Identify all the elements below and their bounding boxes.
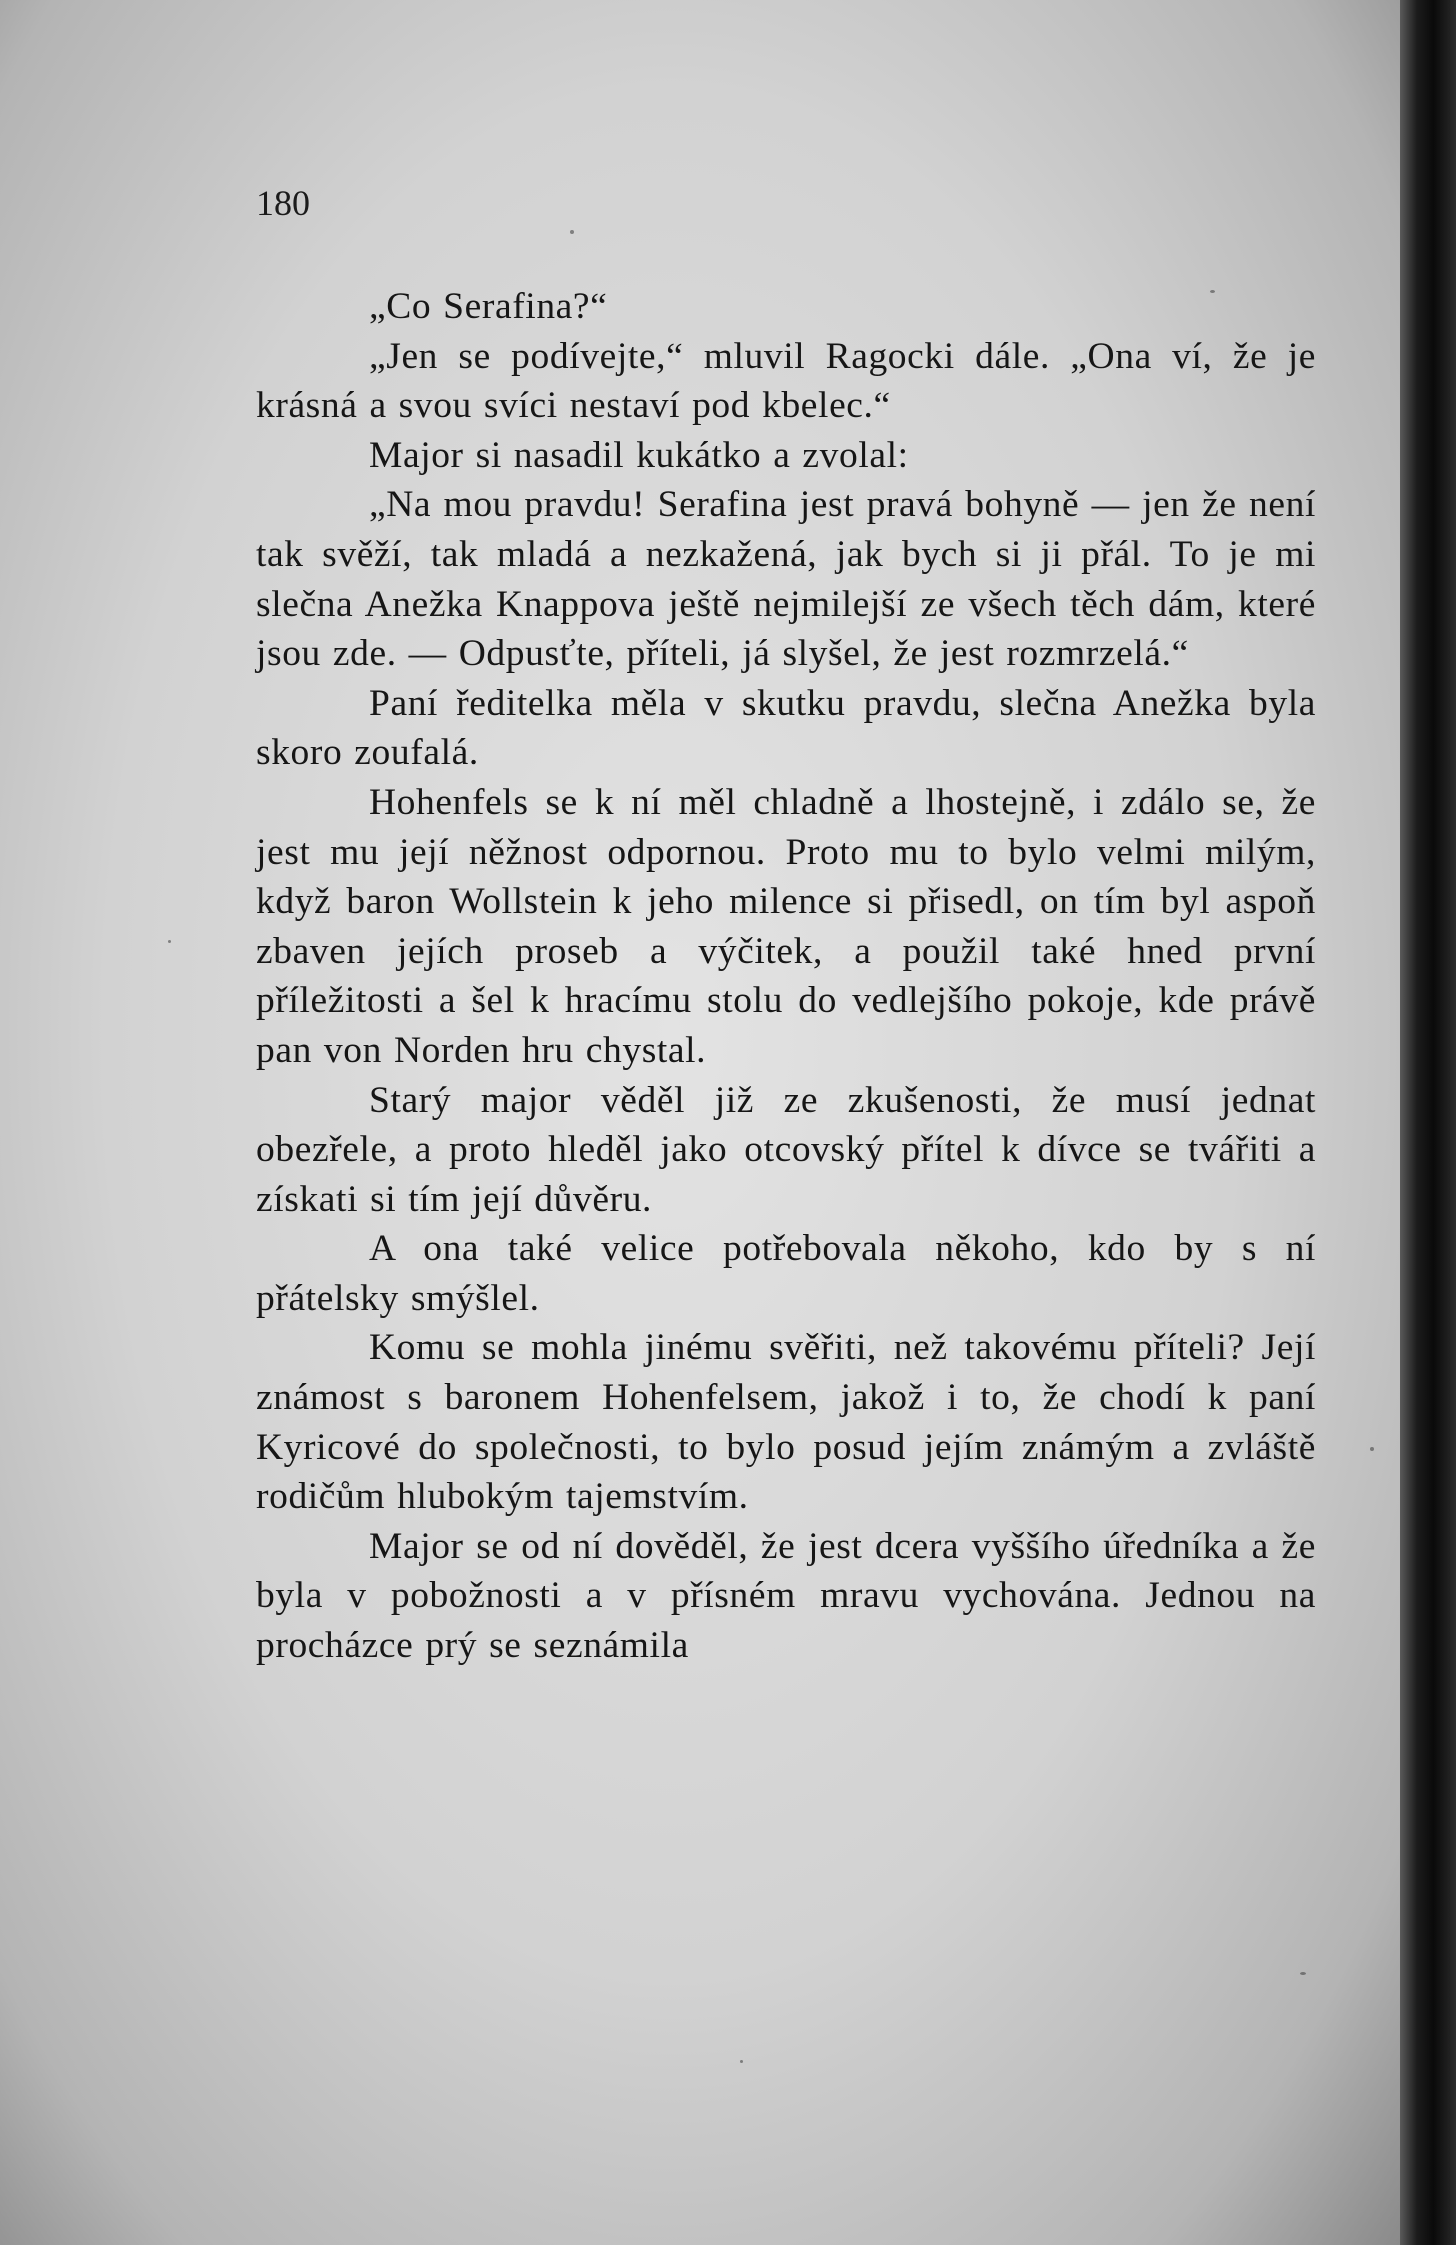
paragraph: Major se od ní dověděl, že jest dcera vyššího úředníka a že byla v pobožnosti a v přísném mravu vychována. Jednou na procházce prý se seznámila (256, 1525, 1316, 1667)
paragraph: Starý major věděl již ze zkušenosti, že musí jednat obezřele, a proto hleděl jako otcovský přítel k dívce se tvářiti a získati si tím její důvěru. (256, 1079, 1316, 1220)
paper-speck (740, 2060, 743, 2063)
body-text (256, 282, 1316, 1671)
paper-speck (1370, 1447, 1374, 1451)
paragraph: A ona také velice potřebovala někoho, kdo by s ní přátelsky smýšlel. (256, 1228, 1316, 1319)
paragraph: „Jen se podívejte,“ mluvil Ragocki dále. „Ona ví, že je krásná a svou svíci nestaví pod kbelec.“ (256, 335, 1316, 427)
paragraph: Hohenfels se k ní měl chladně a lhostejně, i zdálo se, že jest mu její něžnost odpornou. Proto mu to bylo velmi milým, když baron Wollstein k jeho milence si přisedl, on tím byl aspoň zbaven jejích proseb a výčitek, a použil také hned první příležitosti a šel k hracímu stolu do vedlejšího pokoje, kde právě pan von Norden hru chystal. (256, 781, 1316, 1071)
paragraph: Komu se mohla jinému svěřiti, než takovému příteli? Její známost s baronem Hohenfelsem, jakož i to, že chodí k paní Kyricové do společnosti, to bylo posud jejím známým a zvláště rodičům hlubokým tajemstvím. (256, 1327, 1316, 1518)
paper-speck (168, 940, 171, 943)
paragraph: Paní ředitelka měla v skutku pravdu, slečna Anežka byla skoro zoufalá. (256, 682, 1316, 774)
page-edge (1400, 0, 1456, 2245)
paragraph: „Na mou pravdu! Serafina jest pravá bohyně — jen že není tak svěží, tak mladá a nezkažená, jak bych si ji přál. To je mi slečna Anežka Knappova ještě nejmilejší ze všech těch dám, které jsou zde. — Odpusťte, příteli, já slyšel, že jest rozmrzelá.“ (256, 484, 1316, 675)
paper-speck (1210, 290, 1215, 293)
paper-speck (1300, 1972, 1306, 1975)
paragraph: „Co Serafina?“ (369, 286, 608, 327)
page-number: 180 (256, 183, 310, 223)
paper-speck (570, 230, 574, 234)
paragraph: Major si nasadil kukátko a zvolal: (369, 434, 909, 476)
